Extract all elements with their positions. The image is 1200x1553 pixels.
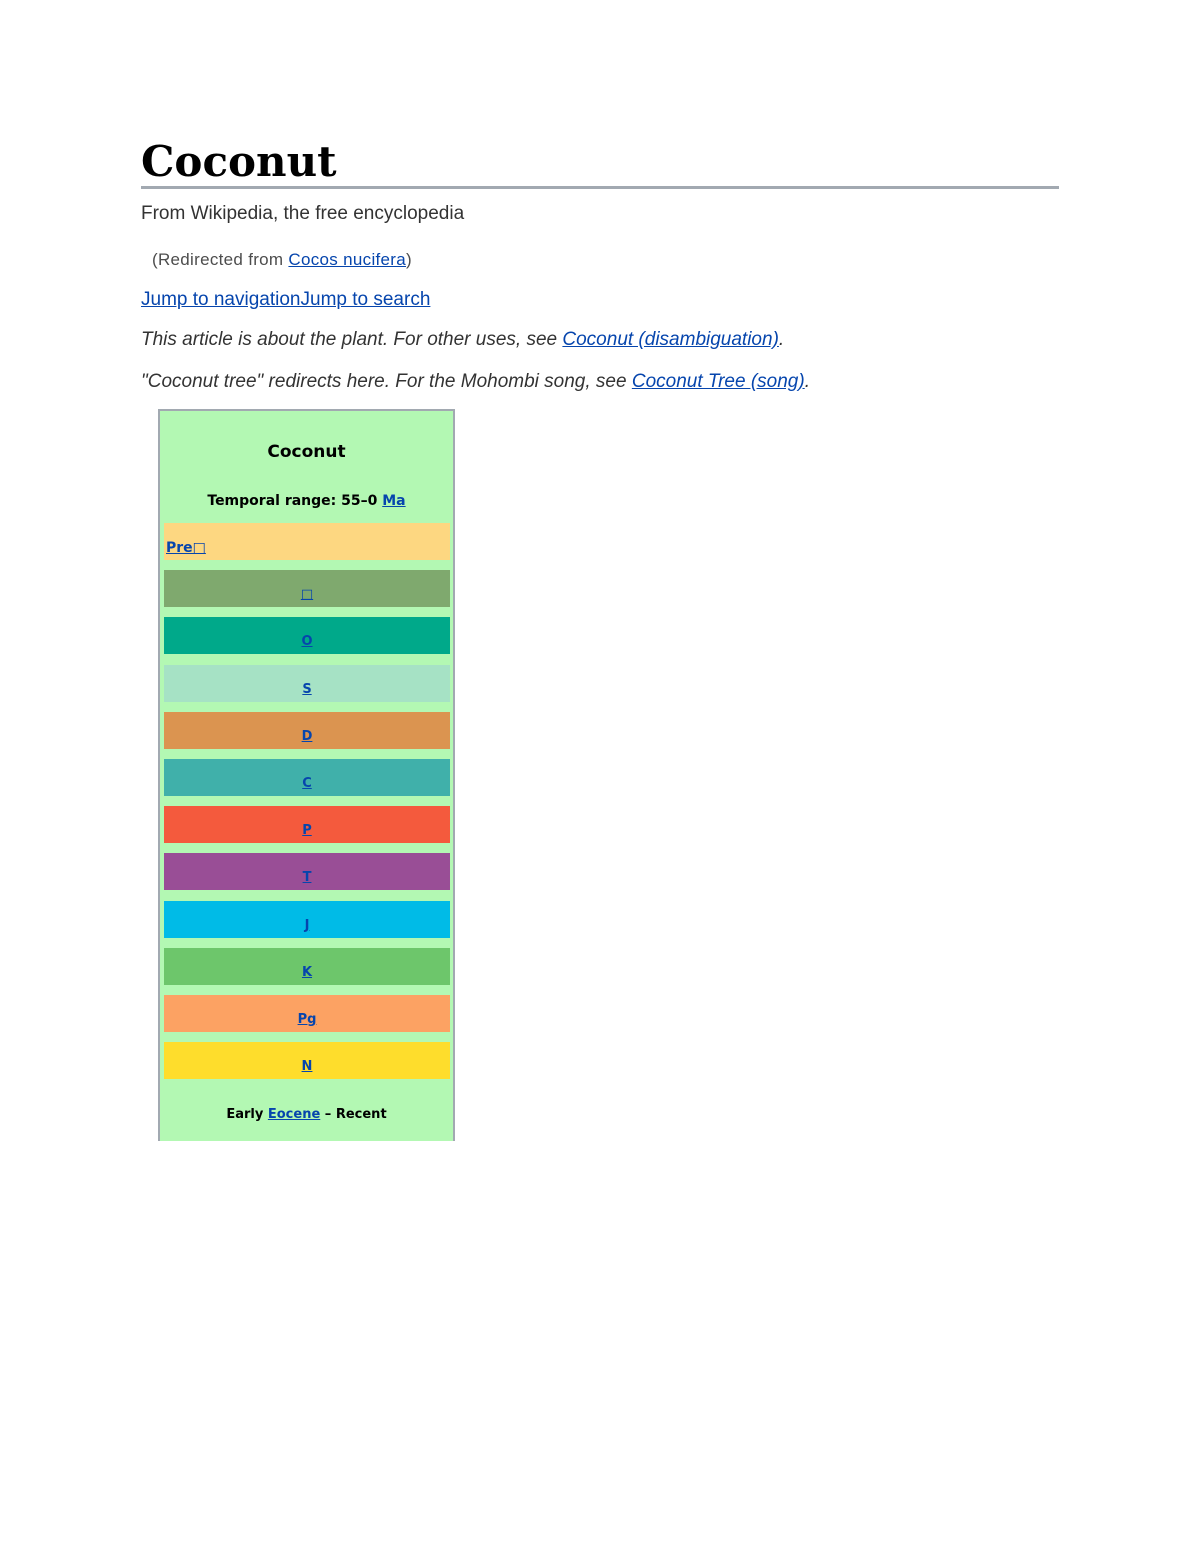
disambiguation-link[interactable]: Coconut (disambiguation) bbox=[562, 329, 779, 350]
redirect-notice bbox=[152, 248, 412, 272]
period-link[interactable]: K bbox=[301, 964, 313, 980]
period-band bbox=[164, 853, 450, 890]
period-band bbox=[164, 712, 450, 749]
period-band bbox=[164, 570, 450, 607]
temporal-range-caption bbox=[160, 1105, 453, 1125]
site-tagline: From Wikipedia, the free encyclopedia bbox=[141, 203, 465, 224]
hatnote-period: . bbox=[804, 371, 810, 392]
period-band bbox=[164, 617, 450, 654]
period-link[interactable]: N bbox=[301, 1059, 313, 1075]
period-band bbox=[164, 1042, 450, 1079]
title-divider bbox=[141, 186, 1059, 189]
eocene-link[interactable]: Eocene bbox=[267, 1107, 321, 1122]
period-link[interactable]: Pg bbox=[297, 1012, 317, 1027]
period-link[interactable]: □ bbox=[300, 587, 314, 603]
hatnote-song bbox=[141, 370, 810, 394]
hatnote-disambiguation bbox=[141, 328, 784, 352]
period-link[interactable]: D bbox=[301, 728, 313, 744]
period-link[interactable]: S bbox=[302, 681, 312, 697]
period-band bbox=[164, 759, 450, 796]
redirect-suffix: ) bbox=[406, 250, 412, 269]
temporal-range bbox=[160, 491, 453, 511]
period-link[interactable]: T bbox=[302, 870, 312, 886]
period-link[interactable]: C bbox=[302, 776, 312, 791]
temporal-range-label: Temporal range: 55–0 bbox=[207, 493, 383, 509]
period-link[interactable]: O bbox=[301, 634, 313, 650]
period-link[interactable]: J bbox=[304, 917, 310, 933]
hatnote-text: This article is about the plant. For other uses, see bbox=[141, 329, 563, 350]
page-title: Coconut bbox=[141, 137, 337, 186]
period-link[interactable]: P bbox=[302, 823, 312, 839]
song-link[interactable]: Coconut Tree (song) bbox=[631, 371, 805, 392]
taxobox bbox=[158, 409, 455, 1141]
period-band bbox=[164, 995, 450, 1032]
redirect-prefix: (Redirected from bbox=[152, 250, 289, 269]
caption-suffix: – Recent bbox=[320, 1107, 387, 1122]
ma-link[interactable]: Ma bbox=[382, 493, 406, 509]
caption-prefix: Early bbox=[226, 1107, 268, 1122]
period-band bbox=[164, 665, 450, 702]
period-band bbox=[164, 901, 450, 938]
jump-to-search-link[interactable]: Jump to search bbox=[300, 289, 431, 310]
redirect-source-link[interactable]: Cocos nucifera bbox=[288, 250, 407, 269]
jump-to-navigation-link[interactable]: Jump to navigation bbox=[141, 289, 301, 310]
period-band bbox=[164, 806, 450, 843]
hatnote-period: . bbox=[778, 329, 785, 350]
period-band bbox=[164, 948, 450, 985]
period-band bbox=[164, 523, 450, 560]
period-link[interactable]: Pre□ bbox=[166, 540, 206, 556]
hatnote-text: "Coconut tree" redirects here. For the Mohombi song, see bbox=[141, 371, 632, 392]
taxobox-title: Coconut bbox=[267, 442, 346, 462]
jump-links bbox=[141, 288, 430, 312]
